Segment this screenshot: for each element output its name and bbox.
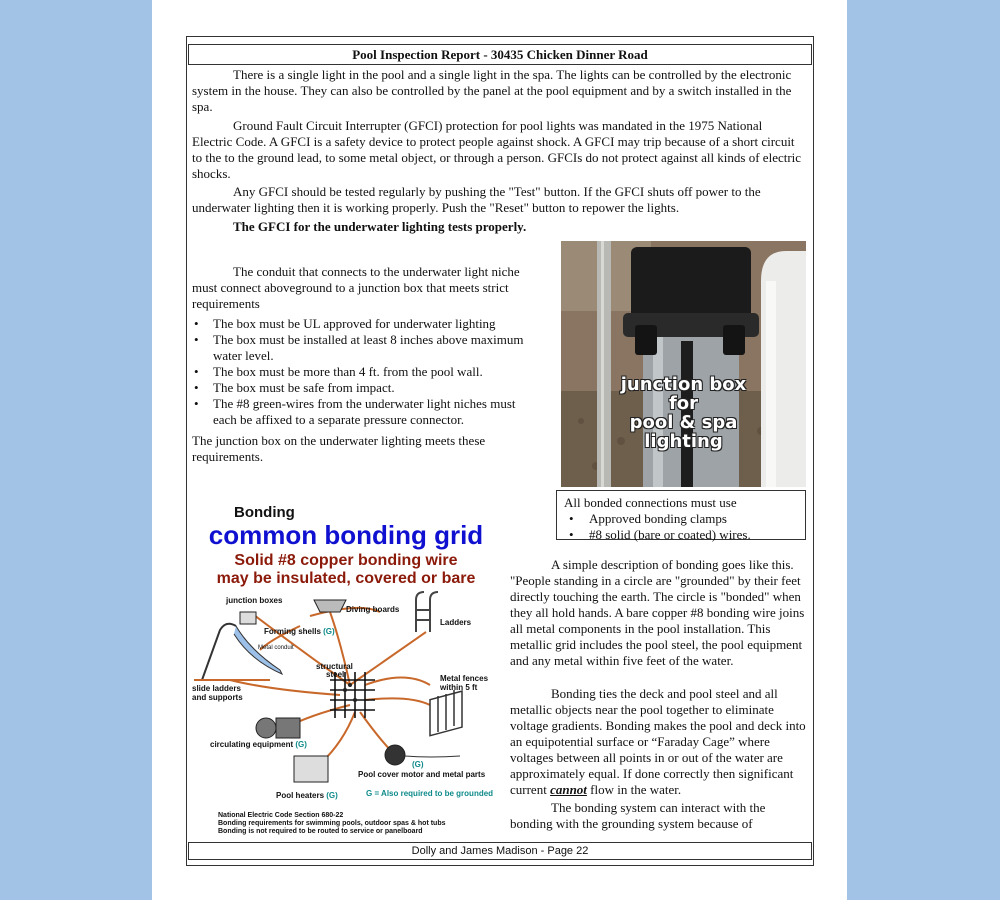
diagram-heading: Bonding: [234, 504, 295, 521]
bonding-requirements-box: All bonded connections must use • Approved bonding clamps • #8 solid (bare or coated) wires.: [556, 490, 806, 540]
label-ladders: Ladders: [440, 618, 472, 627]
bonding-grounding-paragraph: The bonding system can interact with the bonding with the grounding system because of: [510, 800, 766, 831]
list-item: • #8 solid (bare or coated) wires.: [564, 527, 805, 543]
junction-result: The junction box on the underwater lighting meets these requirements.: [192, 433, 486, 464]
label-metal-fences: Metal fences within 5 ft: [440, 674, 489, 692]
list-item: • The box must be UL approved for underwater lighting: [192, 316, 542, 332]
label-steel: steel: [326, 670, 345, 679]
label-diving-boards: Diving boards: [346, 605, 400, 614]
label-cover-g: (G): [412, 760, 424, 769]
label-structural: structural: [316, 662, 353, 671]
list-item: • Approved bonding clamps: [564, 511, 805, 527]
bonding-explanation: Bonding ties the deck and pool steel and all metallic objects near the pool together to eliminate voltage gradients. Bonding makes the pool and deck into an equipotential surface or “Faraday Cage” where voltages between all points in or out of the water are approximately equal. If done correctly then significant current cannot flow in the water.: [510, 686, 806, 797]
conduit-intro: The conduit that connects to the underwater light niche must connect aboveground to a junction box that meets strict requirements: [192, 264, 520, 311]
nec-code-note: National Electric Code Section 680-22 Bonding requirements for swimming pools, outdoor spas & hot tubs Bonding is not required to be routed to service or panelboard: [218, 812, 446, 835]
diagram-title: common bonding grid: [208, 520, 484, 550]
bonding-diagram: [190, 500, 506, 840]
label-pool-cover: Pool cover motor and metal parts: [358, 770, 486, 779]
label-junction-boxes: junction boxes: [226, 596, 283, 605]
list-item: • The box must be more than 4 ft. from the pool wall.: [192, 364, 542, 380]
list-item: • The box must be safe from impact.: [192, 380, 542, 396]
label-grounded-note: G = Also required to be grounded: [366, 789, 494, 798]
label-forming-shells: Forming shells (G): [264, 627, 335, 636]
list-item: • The #8 green-wires from the underwater light niches must each be affixed to a separate pressure connector.: [192, 396, 542, 428]
bonding-description: A simple description of bonding goes like this. "People standing in a circle are "grounded" by their feet directly touching the earth. The circle is "bonded" when they all hold hands. A bare copper #8 bonding wire joins all metal components in the pool installation. This metallic grid includes the pool steel, the pool equipment and any metal within five feet of the water.: [510, 557, 805, 668]
label-pool-heaters: Pool heaters (G): [276, 791, 338, 800]
list-item: • The box must be installed at least 8 inches above maximum water level.: [192, 332, 542, 364]
lights-paragraph: There is a single light in the pool and a single light in the spa. The lights can be controlled by the electronic system in the house. They can also be controlled by the panel at the pool equipment and by a switch installed in the spa.: [192, 67, 792, 114]
diagram-subtitle: Solid #8 copper bonding wire may be insulated, covered or bare: [216, 552, 476, 587]
label-circulating-equipment: circulating equipment (G): [210, 740, 307, 749]
gfci-test-paragraph: Any GFCI should be tested regularly by pushing the "Test" button. If the GFCI shuts off power to the underwater lighting then it is working properly. Push the "Reset" button to repower the lights.: [192, 184, 761, 215]
label-metal-conduit: Metal conduit: [258, 645, 294, 651]
report-header: Pool Inspection Report - 30435 Chicken Dinner Road: [188, 44, 812, 65]
gfci-result: The GFCI for the underwater lighting tests properly.: [233, 219, 527, 234]
label-slide-ladders: slide ladders and supports: [192, 684, 243, 702]
junction-box-photo: [561, 241, 806, 487]
requirements-list: [192, 316, 542, 428]
page-footer: Dolly and James Madison - Page 22: [188, 842, 812, 860]
photo-caption: junction box for pool & spa lighting: [620, 374, 747, 452]
gfci-paragraph: Ground Fault Circuit Interrupter (GFCI) protection for pool lights was mandated in the 1975 National Electric Code. A GFCI is a safety device to protect people against shock. A GFCI may trip because of a short circuit to the to the ground lead, to some metal object, or through a person. GFCIs do not protect against all kinds of electric shocks.: [192, 118, 802, 181]
